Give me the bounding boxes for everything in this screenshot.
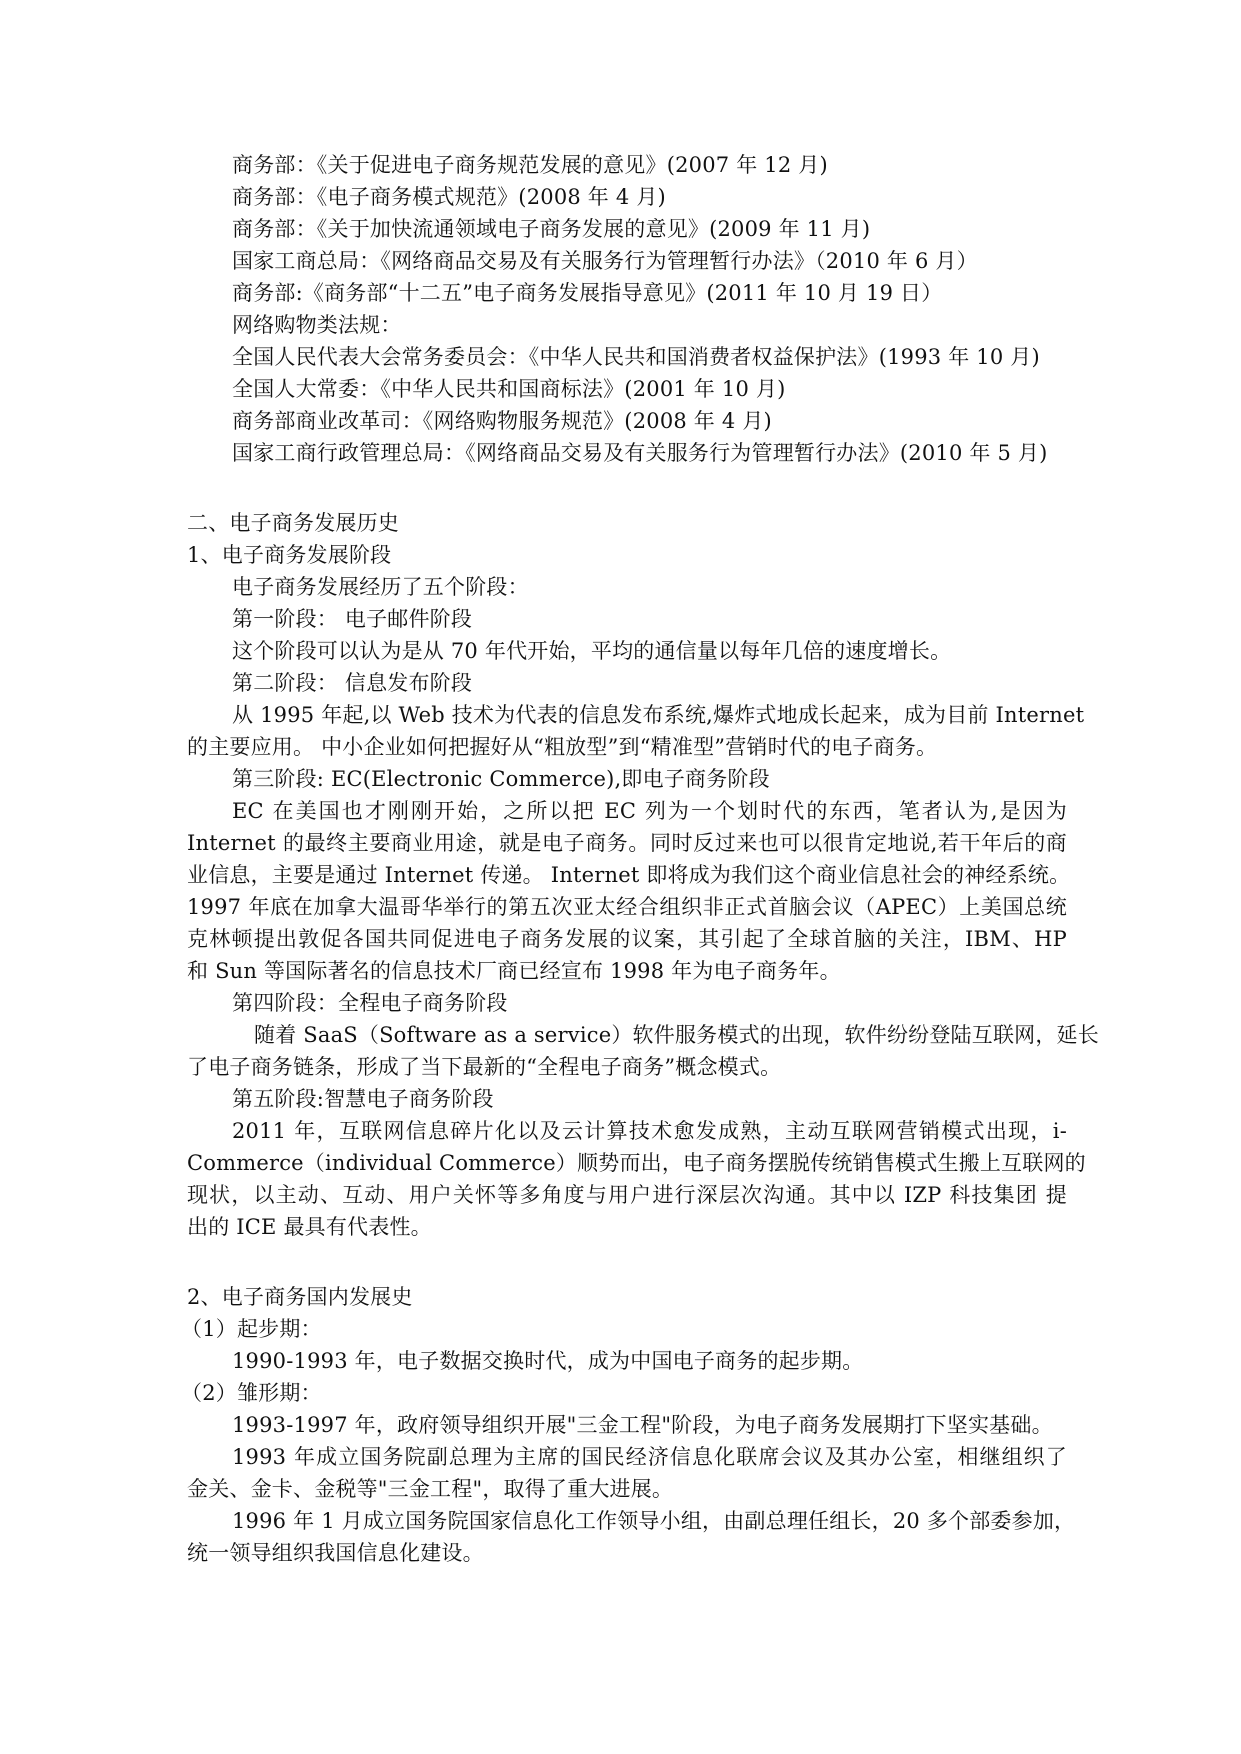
stage-title: 第五阶段:智慧电子商务阶段 <box>232 1087 494 1111</box>
paragraph-line: 1996 年 1 月成立国务院国家信息化工作领导小组，由副总理任组长，20 多个部委参加， <box>232 1509 1076 1533</box>
subsection-heading: 2、电子商务国内发展史 <box>187 1285 413 1309</box>
regulation-line: 商务部：《关于促进电子商务规范发展的意见》(2007 年 12 月) <box>232 153 828 177</box>
paragraph-line: 业信息，主要是通过 Internet 传递。 Internet 即将成为我们这个商业信息社会的神经系统。 <box>187 863 1071 887</box>
stage-title: 第四阶段：全程电子商务阶段 <box>232 991 508 1015</box>
paragraph-line: 随着 SaaS（Software as a service）软件服务模式的出现，软件纷纷登陆互联网，延长 <box>254 1023 1099 1047</box>
regulation-line: 商务部：《电子商务模式规范》(2008 年 4 月) <box>232 185 666 209</box>
regulation-line: 全国人大常委：《中华人民共和国商标法》(2001 年 10 月) <box>232 377 786 401</box>
paragraph-line: 1997 年底在加拿大温哥华举行的第五次亚太经合组织非正式首脑会议（APEC）上美国总统 <box>187 895 1067 919</box>
paragraph-line: 这个阶段可以认为是从 70 年代开始，平均的通信量以每年几倍的速度增长。 <box>232 639 952 663</box>
paragraph-line: 现状，以主动、互动、用户关怀等多角度与用户进行深层次沟通。其中以 IZP 科技集团 提 <box>187 1183 1067 1207</box>
section-heading: 二、电子商务发展历史 <box>187 511 399 535</box>
paragraph-line: 统一领导组织我国信息化建设。 <box>187 1541 484 1565</box>
paragraph-line: 电子商务发展经历了五个阶段： <box>232 575 529 599</box>
stage-title: 第三阶段: EC(Electronic Commerce),即电子商务阶段 <box>232 767 770 791</box>
regulation-line: 商务部：《关于加快流通领域电子商务发展的意见》(2009 年 11 月) <box>232 217 871 241</box>
paragraph-line: 和 Sun 等国际著名的信息技术厂商已经宣布 1998 年为电子商务年。 <box>187 959 841 983</box>
paragraph-line: 从 1995 年起,以 Web 技术为代表的信息发布系统,爆炸式地成长起来，成为目前 Internet <box>232 703 1085 727</box>
paragraph-line: 1990-1993 年，电子数据交换时代，成为中国电子商务的起步期。 <box>232 1349 864 1373</box>
paragraph-line: Internet 的最终主要商业用途，就是电子商务。同时反过来也可以很肯定地说,若干年后的商 <box>187 831 1067 855</box>
paragraph-line: 1993 年成立国务院副总理为主席的国民经济信息化联席会议及其办公室，相继组织了 <box>232 1445 1067 1469</box>
paragraph-line: EC 在美国也才刚刚开始，之所以把 EC 列为一个划时代的东西，笔者认为,是因为 <box>232 799 1067 823</box>
stage-title: 第一阶段： 电子邮件阶段 <box>232 607 473 631</box>
paragraph-line: 金关、金卡、金税等"三金工程"，取得了重大进展。 <box>187 1477 674 1501</box>
stage-title: 第二阶段： 信息发布阶段 <box>232 671 473 695</box>
regulation-line: 国家工商行政管理总局：《网络商品交易及有关服务行为管理暂行办法》(2010 年 5 月) <box>232 441 1048 465</box>
phase-title: （2）雏形期： <box>181 1381 322 1405</box>
regulation-line: 商务部商业改革司：《网络购物服务规范》(2008 年 4 月) <box>232 409 772 433</box>
regulation-line: 国家工商总局：《网络商品交易及有关服务行为管理暂行办法》（2010 年 6 月） <box>232 249 978 273</box>
subsection-heading: 1、电子商务发展阶段 <box>187 543 392 567</box>
regulation-line: 商务部:《商务部“十二五”电子商务发展指导意见》(2011 年 10 月 19 日） <box>232 281 943 305</box>
paragraph-line: Commerce（individual Commerce）顺势而出，电子商务摆脱传统销售模式生搬上互联网的 <box>187 1151 1086 1175</box>
paragraph-line: 1993-1997 年，政府领导组织开展"三金工程"阶段，为电子商务发展期打下坚实基础。 <box>232 1413 1053 1437</box>
paragraph-line: 出的 ICE 最具有代表性。 <box>187 1215 432 1239</box>
paragraph-line: 了电子商务链条，形成了当下最新的“全程电子商务”概念模式。 <box>187 1055 782 1079</box>
paragraph-line: 克林顿提出敦促各国共同促进电子商务发展的议案，其引起了全球首脑的关注，IBM、HP <box>187 927 1067 951</box>
phase-title: （1）起步期： <box>181 1317 322 1341</box>
paragraph-line: 2011 年，互联网信息碎片化以及云计算技术愈发成熟，主动互联网营销模式出现，i- <box>232 1119 1067 1143</box>
regulation-line: 全国人民代表大会常务委员会：《中华人民共和国消费者权益保护法》(1993 年 10 月) <box>232 345 1040 369</box>
paragraph-line: 的主要应用。 中小企业如何把握好从“粗放型”到“精准型”营销时代的电子商务。 <box>187 735 938 759</box>
regulation-subheading: 网络购物类法规： <box>232 313 402 337</box>
